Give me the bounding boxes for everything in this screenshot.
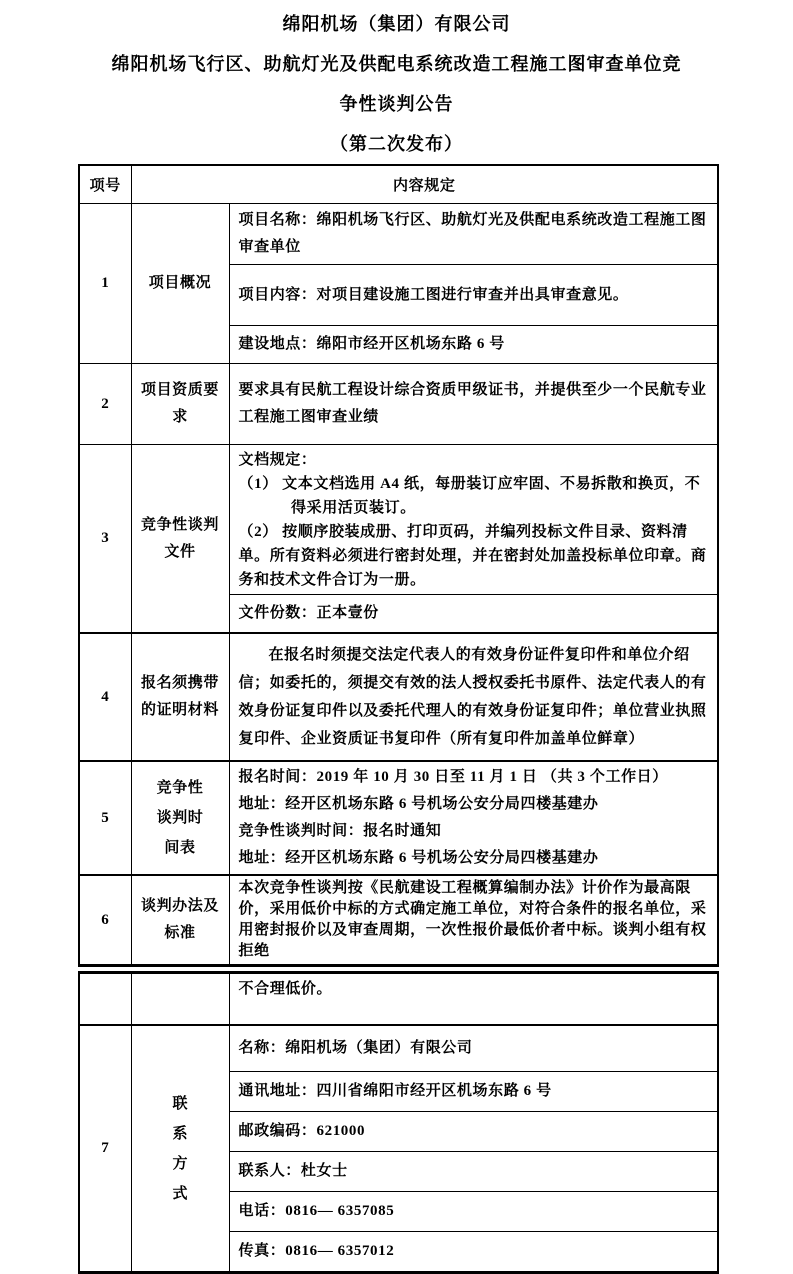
- fax-text: 传真：0816— 6357012: [238, 1243, 395, 1259]
- doc-title-release-note: （第二次发布）: [330, 134, 463, 154]
- schedule-label-text: 竞争性谈判时间表: [156, 780, 204, 856]
- contact-person-text: 联系人：杜女士: [238, 1163, 348, 1179]
- cell-document-copies: [229, 595, 718, 634]
- cell-project-content: [229, 265, 718, 326]
- cell-contact-person: [229, 1152, 718, 1192]
- table-row: [79, 204, 718, 265]
- company-name-text: 名称：绵阳机场（集团）有限公司: [238, 1040, 473, 1056]
- registration-time-text: 报名时间：2019 年 10 月 30 日至 11 月 1 日 （共 3 个工作日）: [238, 769, 668, 785]
- cell-construction-location: [229, 326, 718, 364]
- table-row: [79, 875, 718, 966]
- cell-fax: [229, 1232, 718, 1273]
- cell-mailing-address: [229, 1072, 718, 1112]
- item-number: 4: [79, 633, 131, 761]
- cell-document-rules: [229, 445, 718, 595]
- header-content-spec: 内容规定: [131, 165, 718, 204]
- cell-required-materials: [229, 633, 718, 761]
- cell-postal-code: [229, 1112, 718, 1152]
- qualification-requirement-text: 要求具有民航工程设计综合资质甲级证书，并提供至少一个民航专业工程施工图审查业绩: [238, 382, 707, 425]
- item-number: 2: [79, 364, 131, 445]
- table-row: [79, 445, 718, 595]
- table-header-row: [79, 165, 718, 204]
- item-label-contact: [131, 1025, 229, 1273]
- table-row: [79, 364, 718, 445]
- cell-company-name: [229, 1025, 718, 1072]
- doc-title-project-line-1: 绵阳机场飞行区、助航灯光及供配电系统改造工程施工图审查单位竞: [111, 54, 682, 74]
- contact-label-text: 联系方式: [172, 1095, 188, 1202]
- item-label-required-materials: 报名须携带的证明材料: [131, 633, 229, 761]
- header-item-number: 项号: [79, 165, 131, 204]
- item-label-project-overview: 项目概况: [131, 204, 229, 364]
- item-label-qualification: 项目资质要求: [131, 364, 229, 445]
- cell-phone: [229, 1192, 718, 1232]
- cell-schedule: [229, 761, 718, 875]
- item-label-empty: [131, 973, 229, 1026]
- project-name-text: 项目名称：绵阳机场飞行区、助航灯光及供配电系统改造工程施工图审查单位: [238, 212, 707, 255]
- item-label-negotiation-method: 谈判办法及标准: [131, 875, 229, 966]
- document-rules-heading: 文档规定：: [238, 451, 317, 468]
- document-rule-1: （1） 文本文档选用 A4 纸，每册装订应牢固、不易拆散和换页，不得采用活页装订。: [238, 475, 701, 516]
- mailing-address-text: 通讯地址：四川省绵阳市经开区机场东路 6 号: [238, 1083, 552, 1099]
- cell-negotiation-method-continued: [229, 973, 718, 1026]
- table-row: [79, 1025, 718, 1072]
- item-number-empty: [79, 973, 131, 1026]
- negotiation-time-text: 竞争性谈判时间：报名时通知: [238, 823, 442, 839]
- item-label-negotiation-documents: 竞争性谈判文件: [131, 445, 229, 634]
- negotiation-address-text: 地址：经开区机场东路 6 号机场公安分局四楼基建办: [238, 850, 599, 866]
- table-row-continuation: [79, 973, 718, 1026]
- document-title-block: [0, 0, 793, 164]
- phone-text: 电话：0816— 6357085: [238, 1203, 395, 1219]
- negotiation-method-continued-text: 不合理低价。: [238, 981, 333, 997]
- construction-location-text: 建设地点：绵阳市经开区机场东路 6 号: [238, 336, 505, 352]
- registration-address-text: 地址：经开区机场东路 6 号机场公安分局四楼基建办: [238, 796, 599, 812]
- item-number: 7: [79, 1025, 131, 1273]
- document-copies-text: 文件份数：正本壹份: [238, 605, 379, 621]
- item-number: 6: [79, 875, 131, 966]
- doc-title-company: 绵阳机场（集团）有限公司: [282, 14, 511, 34]
- document-rule-2: （2） 按顺序胶装成册、打印页码，并编列投标文件目录、资料清单。所有资料必须进行密封处理，并在密封处加盖投标单位印章。商务和技术文件合订为一册。: [238, 523, 707, 588]
- item-number: 3: [79, 445, 131, 634]
- negotiation-method-text: 本次竞争性谈判按《民航建设工程概算编制办法》计价作为最高限价，采用低价中标的方式确定施工单位，对符合条件的报名单位，采用密封报价以及审查周期，一次性报价最低价者中标。谈判小组有权拒绝: [238, 880, 707, 959]
- document-rules-block: [239, 448, 713, 592]
- table-row: [79, 633, 718, 761]
- cell-qualification-requirement: [229, 364, 718, 445]
- announcement-table-part-2: [78, 971, 719, 1274]
- cell-negotiation-method: [229, 875, 718, 966]
- postal-code-text: 邮政编码：621000: [238, 1123, 366, 1139]
- item-number: 1: [79, 204, 131, 364]
- item-label-schedule: [131, 761, 229, 875]
- table-row: [79, 761, 718, 875]
- item-number: 5: [79, 761, 131, 875]
- announcement-table-part-1: [78, 164, 719, 967]
- project-content-text: 项目内容：对项目建设施工图进行审查并出具审查意见。: [238, 286, 629, 303]
- required-materials-text: 在报名时须提交法定代表人的有效身份证件复印件和单位介绍信；如委托的，须提交有效的法人授权委托书原件、法定代表人的有效身份证复印件以及委托代理人的有效身份证复印件；单位营业执照复印件、企业资质证书复印件（所有复印件加盖单位鲜章）: [238, 647, 707, 747]
- cell-project-name: [229, 204, 718, 265]
- doc-title-project-line-2: 争性谈判公告: [339, 94, 454, 114]
